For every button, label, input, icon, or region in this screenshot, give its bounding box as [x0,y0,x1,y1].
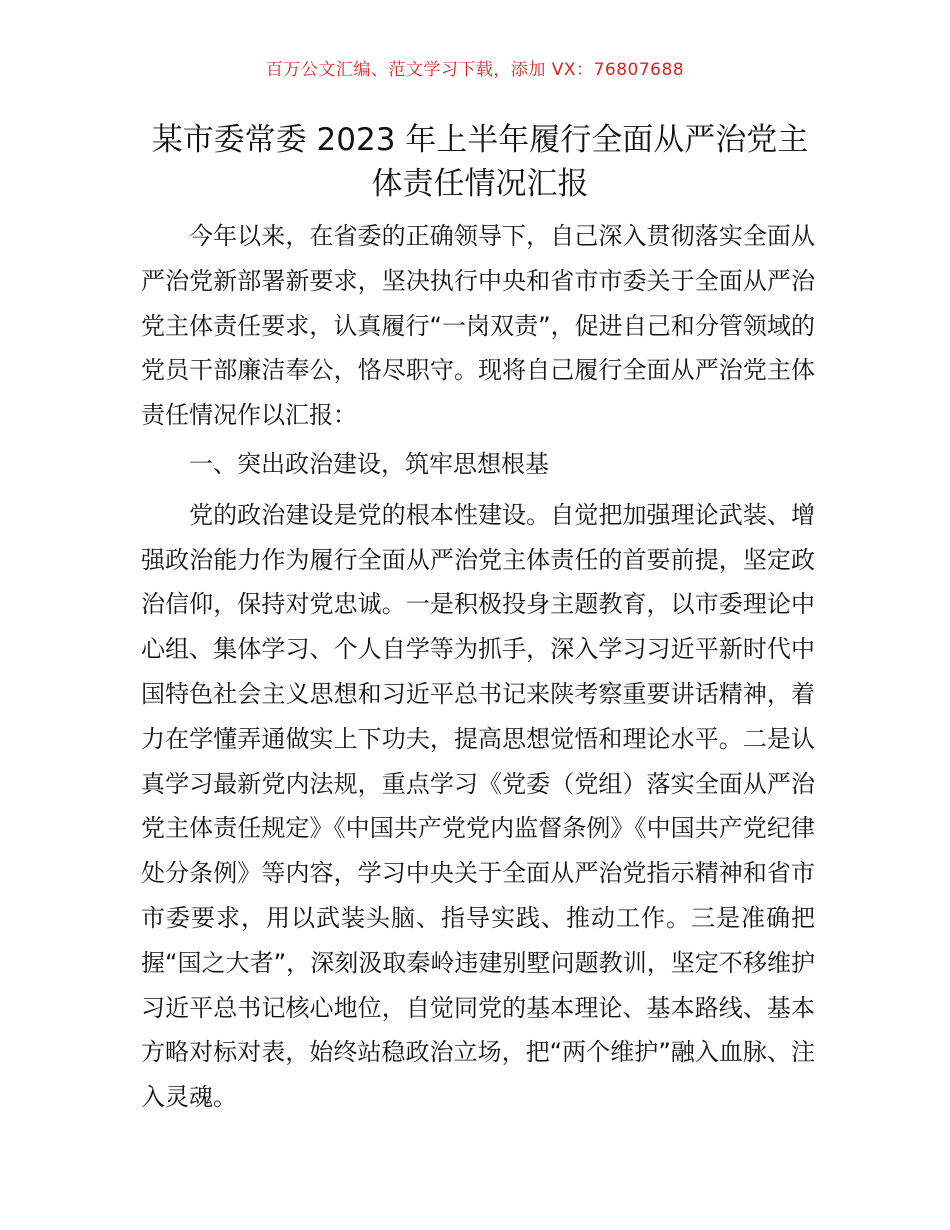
section-1-heading: 一、突出政治建设，筑牢思想根基 [189,449,549,478]
document-title-line-1: 某市委常委 2023 年上半年履行全面从严治党主 [151,122,809,158]
intro-paragraph: 今年以来，在省委的正确领导下，自己深入贯彻落实全面从严治党新部署新要求，坚决执行中央和省市市委关于全面从严治党主体责任要求，认真履行“一岗双责”，促进自己和分管领域的党员干部廉洁奉公，恪尽职守。现将自己履行全面从严治党主体责任情况作以汇报： [141,222,815,430]
header-watermark-note: 百万公文汇编、范文学习下载，添加 VX：76807688 [265,60,685,80]
section-1-paragraph: 党的政治建设是党的根本性建设。自觉把加强理论武装、增强政治能力作为履行全面从严治党主体责任的首要前提，坚定政治信仰，保持对党忠诚。一是积极投身主题教育，以市委理论中心组、集体学习、个人自学等为抓手，深入学习习近平新时代中国特色社会主义思想和习近平总书记来陕考察重要讲话精神，着力在学懂弄通做实上下功夫，提高思想觉悟和理论水平。二是认真学习最新党内法规，重点学习《党委（党组）落实全面从严治党主体责任规定》《中国共产党党内监督条例》《中国共产党纪律处分条例》等内容，学习中央关于全面从严治党指示精神和省市市委要求，用以武装头脑、指导实践、推动工作。三是准确把握“国之大者”，深刻汲取秦岭违建别墅问题教训，坚定不移维护习近平总书记核心地位，自觉同党的基本理论、基本路线、基本方略对标对表，始终站稳政治立场，把“两个维护”融入血脉、注入灵魂。 [141,500,815,1112]
document-body [141,214,815,1120]
document-title-line-2: 体责任情况汇报 [371,166,589,202]
document-title [140,118,820,206]
